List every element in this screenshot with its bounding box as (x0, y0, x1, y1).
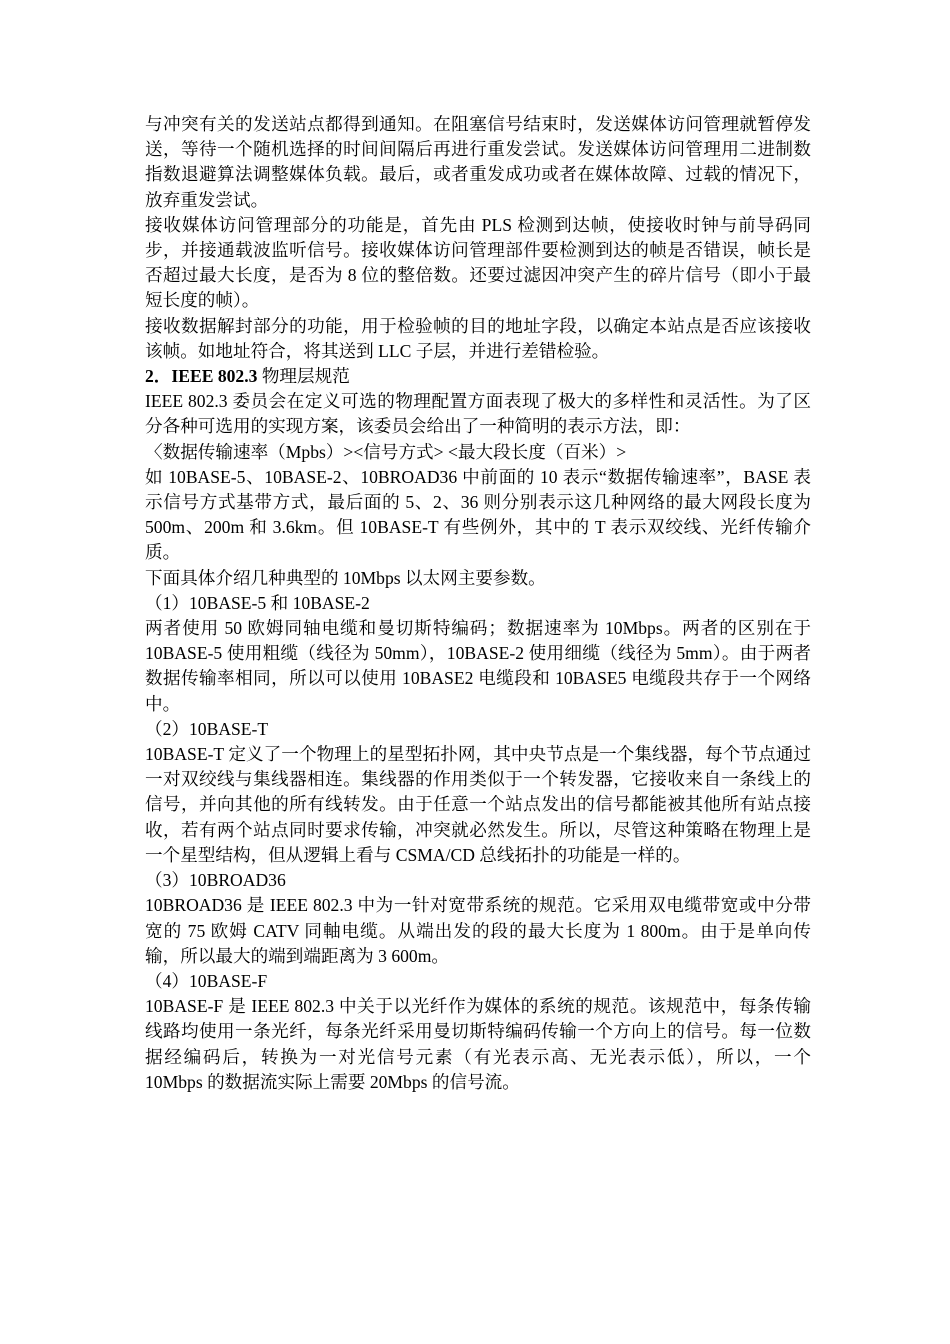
subsection-title-10baset: （2）10BASE-T (145, 718, 269, 739)
subsection-title-10broad36: （3）10BROAD36 (145, 870, 286, 891)
paragraph-receive-management: 接收媒体访问管理部分的功能是，首先由 PLS 检测到达帧，使接收时钟与前导码同步，并接通载波监听信号。接收媒体访问管理部件要检测到达的帧是否错误，帧长是否超过最大长度，是否为 8 位的整倍数。还要过滤因冲突产生的碎片信号（即小于最短长度的帧）。 (145, 214, 811, 311)
paragraph-send-management: 与冲突有关的发送站点都得到通知。在阻塞信号结束时，发送媒体访问管理就暂停发送，等待一个随机选择的时间间隔后再进行重发尝试。发送媒体访问管理用二进制数指数退避算法调整媒体负载。最后，或者重发成功或者在媒体故障、过载的情况下，放弃重发尝试。 (145, 114, 811, 210)
subsection-title-10basef: （4）10BASE-F (145, 970, 268, 991)
document-page (145, 112, 811, 1095)
paragraph-ieee-committee: IEEE 802.3 委员会在定义可选的物理配置方面表现了极大的多样性和灵活性。为了区分各种可选用的实现方案，该委员会给出了一种简明的表示方法，即： (145, 391, 811, 437)
subsection-body-10baset: 10BASE-T 定义了一个物理上的星型拓扑网，其中央节点是一个集线器，每个节点通过一对双绞线与集线器相连。集线器的作用类似于一个转发器，它接收来自一条线上的信号，并向其他的所有线转发。由于任意一个站点发出的信号都能被其他所有站点接收，若有两个站点同时要求传输，冲突就必然发生。所以，尽管这种策略在物理上是一个星型结构，但从逻辑上看与 CSMA/CD 总线拓扑的功能是一样的。 (145, 744, 811, 865)
paragraph-receive-decapsulation: 接收数据解封部分的功能，用于检验帧的目的地址字段，以确定本站点是否应该接收该帧。如地址符合，将其送到 LLC 子层，并进行差错检验。 (145, 315, 811, 361)
subsection-body-10broad36: 10BROAD36 是 IEEE 802.3 中为一针对宽带系统的规范。它采用双电缆带宽或中分带宽的 75 欧姆 CATV 同軸电缆。从端出发的段的最大长度为 1 800m。由于是单向传输，所以最大的端到端距离为 3 600m。 (145, 895, 811, 966)
paragraph-intro-params: 下面具体介绍几种典型的 10Mbps 以太网主要参数。 (145, 567, 546, 588)
paragraph-notation-example: 如 10BASE-5、10BASE-2、10BROAD36 中前面的 10 表示“数据传输速率”，BASE 表示信号方式基带方式，最后面的 5、2、36 则分别表示这几种网络的最大网段长度为 500m、200m 和 3.6km。但 10BASE-T 有些例外，其中的 T 表示双绞线、光纤传输介质。 (145, 466, 811, 563)
paragraph-notation-format: 〈数据传输速率（Mpbs）><信号方式> <最大段长度（百米）> (145, 441, 627, 462)
section-heading-title: 物理层规范 (257, 366, 350, 387)
subsection-title-10base5-10base2: （1）10BASE-5 和 10BASE-2 (145, 592, 370, 613)
section-heading-number: 2．IEEE 802.3 (145, 366, 258, 387)
subsection-body-10base5-10base2: 两者使用 50 欧姆同轴电缆和曼切斯特编码；数据速率为 10Mbps。两者的区别在于 10BASE-5 使用粗缆（线径为 50mm），10BASE-2 使用细缆（线径为 5mm）。由于两者数据传输率相同，所以可以使用 10BASE2 电缆段和 10BASE5 电缆段共存于一个网络中。 (145, 618, 811, 714)
section-heading-physical-layer (145, 364, 811, 389)
subsection-body-10basef: 10BASE-F 是 IEEE 802.3 中关于以光纤作为媒体的系统的规范。该规范中，每条传输线路均使用一条光纤，每条光纤采用曼切斯特编码传输一个方向上的信号。每一位数据经编码后，转换为一对光信号元素（有光表示高、无光表示低），所以，一个 10Mbps 的数据流实际上需要 20Mbps 的信号流。 (145, 996, 811, 1092)
